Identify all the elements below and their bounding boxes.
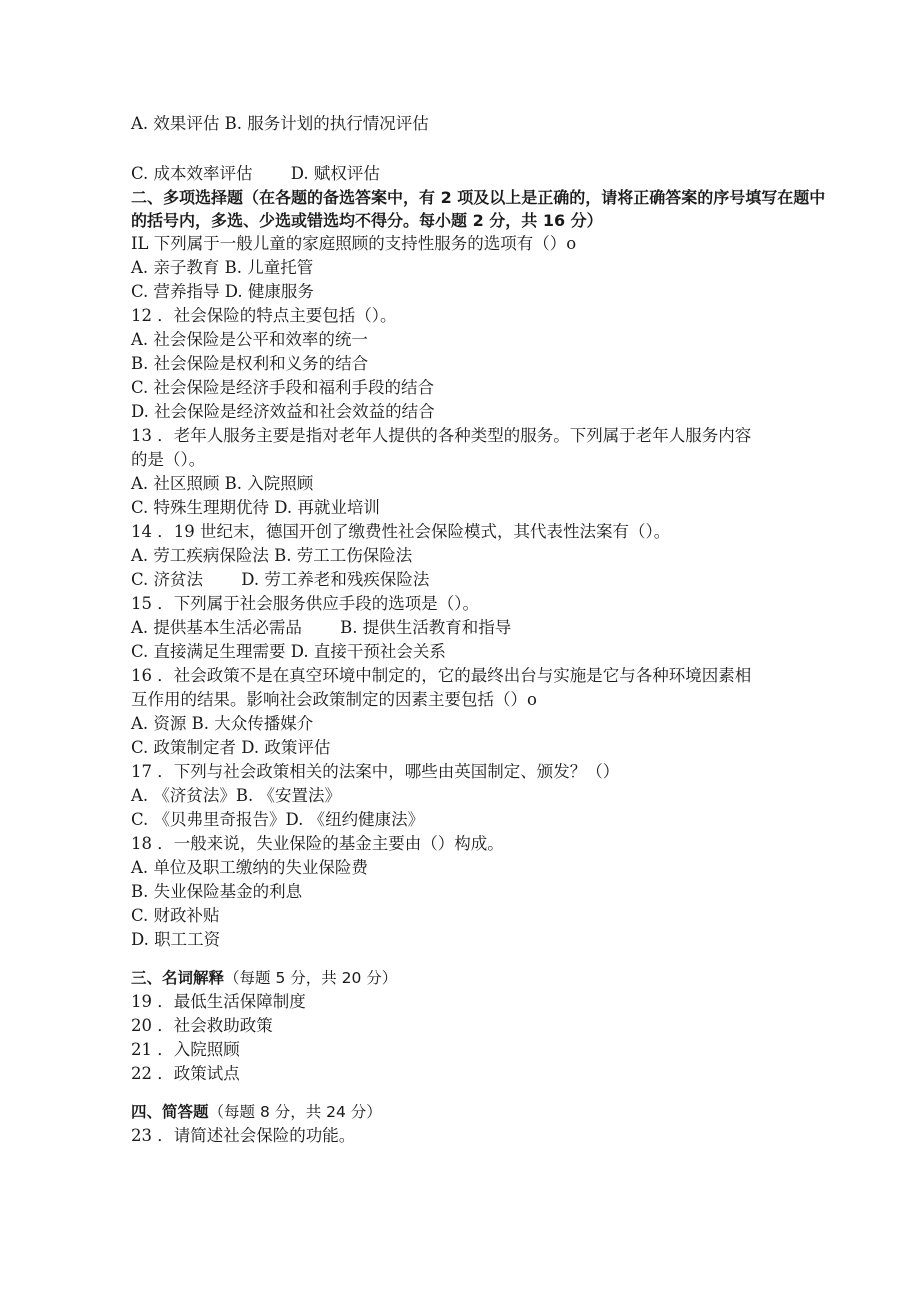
question-stem: 14 ．19 世纪末，德国开创了缴费性社会保险模式，其代表性法案有（）。 (131, 522, 671, 541)
exam-page (131, 112, 831, 1148)
section3-note: （每题 5 分，共 20 分） (224, 969, 398, 987)
question-option: C. 直接满足生理需要 D. 直接干预社会关系 (131, 642, 446, 661)
q10-options-ab: A. 效果评估 B. 服务计划的执行情况评估 (131, 114, 429, 133)
term-item: 20 ．社会救助政策 (131, 1016, 273, 1035)
question-option: B. 社会保险是权利和义务的结合 (131, 354, 369, 373)
section3-heading (131, 966, 831, 990)
question-option: C. 财政补贴 (131, 906, 220, 925)
section4-note: （每题 8 分，共 24 分） (208, 1103, 382, 1121)
question-option: C. 社会保险是经济手段和福利手段的结合 (131, 378, 435, 397)
question-stem: 16 ．社会政策不是在真空环境中制定的，它的最终出台与实施是它与各种环境因素相 (131, 666, 752, 685)
question-option: A. 社会保险是公平和效率的统一 (131, 330, 368, 349)
short-answer-item: 23 ．请简述社会保险的功能。 (131, 1126, 356, 1145)
question-option: B. 失业保险基金的利息 (131, 882, 303, 901)
question-item (131, 592, 831, 664)
question-stem: 18 ．一般来说，失业保险的基金主要由（）构成。 (131, 834, 504, 853)
question-item (131, 664, 831, 760)
term-item: 22 ．政策试点 (131, 1064, 240, 1083)
question-item (131, 232, 831, 304)
question-stem: 13 ．老年人服务主要是指对老年人提供的各种类型的服务。下列属于老年人服务内容 (131, 426, 752, 445)
question-option: A. 提供基本生活必需品 B. 提供生活教育和指导 (131, 618, 512, 637)
term-item: 19 ．最低生活保障制度 (131, 992, 306, 1011)
question-option: A. 资源 B. 大众传播媒介 (131, 714, 314, 733)
section2-heading: 二、多项选择题（在各题的备选答案中，有 2 项及以上是正确的，请将正确答案的序号填写在题中的括号内，多选、少选或错选均不得分。每小题 2 分，共 16 分） (131, 188, 826, 230)
question-stem: 17 ．下列与社会政策相关的法案中，哪些由英国制定、颁发？（） (131, 762, 620, 781)
section4-title: 四、简答题 (131, 1103, 209, 1121)
question-stem: 15 ．下列属于社会服务供应手段的选项是（）。 (131, 594, 479, 613)
question-option: A. 社区照顾 B. 入院照顾 (131, 474, 314, 493)
section3-items (131, 990, 831, 1086)
question-option: A. 劳工疾病保险法 B. 劳工工伤保险法 (131, 546, 413, 565)
q10-options-cd: C. 成本效率评估 D. 赋权评估 (131, 164, 380, 183)
question-option: C. 特殊生理期优待 D. 再就业培训 (131, 498, 380, 517)
question-item (131, 520, 831, 592)
question-option: A. 单位及职工缴纳的失业保险费 (131, 858, 368, 877)
question-item (131, 760, 831, 832)
question-option: D. 职工工资 (131, 930, 221, 949)
question-list (131, 232, 831, 952)
section3-title: 三、名词解释 (131, 969, 225, 987)
question-option: C. 济贫法 D. 劳工养老和残疾保险法 (131, 570, 430, 589)
section4-heading (131, 1100, 831, 1124)
question-item (131, 424, 831, 520)
question-stem: IL 下列属于一般儿童的家庭照顾的支持性服务的选项有（）o (131, 234, 577, 253)
question-stem: 的是（）。 (131, 450, 206, 469)
section4-items (131, 1124, 831, 1148)
question-option: A. 亲子教育 B. 儿童托管 (131, 258, 314, 277)
question-stem: 互作用的结果。影响社会政策制定的因素主要包括（）o (131, 690, 537, 709)
question-option: D. 社会保险是经济效益和社会效益的结合 (131, 402, 435, 421)
question-option: C. 《贝弗里奇报告》D. 《纽约健康法》 (131, 810, 425, 829)
question-item (131, 832, 831, 952)
question-option: A. 《济贫法》B. 《安置法》 (131, 786, 342, 805)
question-option: C. 营养指导 D. 健康服务 (131, 282, 314, 301)
question-stem: 12 ．社会保险的特点主要包括（）。 (131, 306, 397, 325)
question-item (131, 304, 831, 424)
term-item: 21 ．入院照顾 (131, 1040, 240, 1059)
question-option: C. 政策制定者 D. 政策评估 (131, 738, 331, 757)
